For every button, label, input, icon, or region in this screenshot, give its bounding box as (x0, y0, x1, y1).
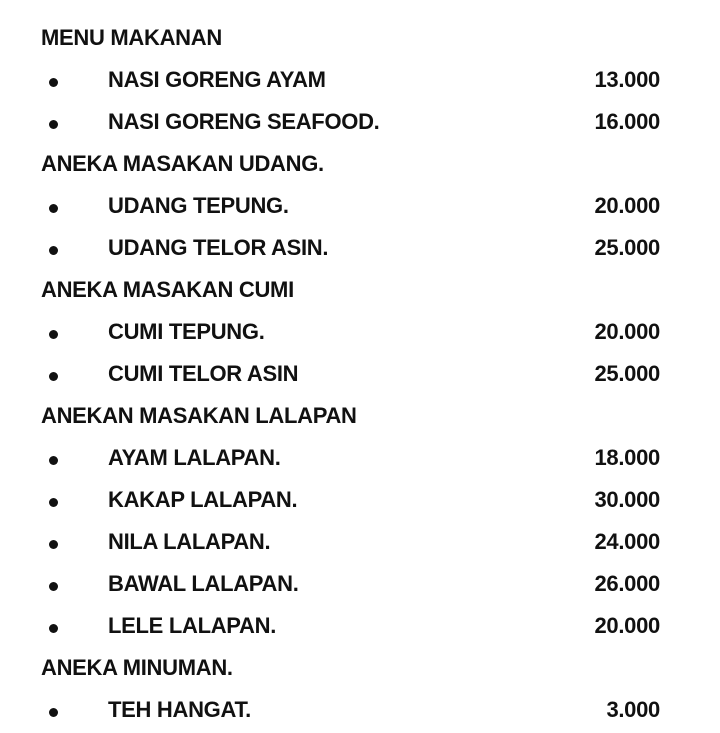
section-heading (0, 397, 720, 439)
menu-document (0, 19, 720, 733)
bullet-icon (49, 246, 58, 255)
bullet-icon (49, 708, 58, 717)
menu-item (0, 439, 720, 481)
item-price: 26.000 (594, 571, 660, 596)
menu-item (0, 565, 720, 607)
bullet-icon (49, 204, 58, 213)
item-price: 25.000 (594, 235, 660, 260)
bullet-icon (49, 456, 58, 465)
item-name: CUMI TELOR ASIN (108, 361, 299, 386)
section-title: ANEKAN MASAKAN LALAPAN (41, 403, 357, 428)
menu-item (0, 691, 720, 733)
menu-item (0, 523, 720, 565)
menu-item (0, 355, 720, 397)
item-name: LELE LALAPAN. (108, 613, 277, 638)
bullet-icon (49, 120, 58, 129)
menu-item (0, 481, 720, 523)
item-price: 20.000 (594, 613, 660, 638)
section-heading (0, 19, 720, 61)
section-title: ANEKA MINUMAN. (41, 655, 233, 680)
item-price: 3.000 (606, 697, 660, 722)
item-price: 30.000 (594, 487, 660, 512)
section-title: ANEKA MASAKAN CUMI (41, 277, 294, 302)
bullet-icon (49, 78, 58, 87)
menu-item (0, 61, 720, 103)
item-name: AYAM LALAPAN. (108, 445, 281, 470)
bullet-icon (49, 624, 58, 633)
bullet-icon (49, 372, 58, 381)
menu-item (0, 187, 720, 229)
item-name: CUMI TEPUNG. (108, 319, 265, 344)
menu-item (0, 229, 720, 271)
item-name: UDANG TELOR ASIN. (108, 235, 329, 260)
item-name: KAKAP LALAPAN. (108, 487, 298, 512)
item-price: 25.000 (594, 361, 660, 386)
item-name: BAWAL LALAPAN. (108, 571, 299, 596)
bullet-icon (49, 498, 58, 507)
item-price: 24.000 (594, 529, 660, 554)
item-price: 20.000 (594, 319, 660, 344)
bullet-icon (49, 582, 58, 591)
section-heading (0, 271, 720, 313)
item-name: NASI GORENG SEAFOOD. (108, 109, 380, 134)
item-price: 13.000 (594, 67, 660, 92)
menu-item (0, 313, 720, 355)
section-title: MENU MAKANAN (41, 25, 222, 50)
item-price: 18.000 (594, 445, 660, 470)
section-title: ANEKA MASAKAN UDANG. (41, 151, 324, 176)
section-heading (0, 145, 720, 187)
menu-item (0, 607, 720, 649)
item-name: NILA LALAPAN. (108, 529, 271, 554)
item-name: TEH HANGAT. (108, 697, 251, 722)
menu-item (0, 103, 720, 145)
item-price: 20.000 (594, 193, 660, 218)
section-heading (0, 649, 720, 691)
item-name: UDANG TEPUNG. (108, 193, 289, 218)
bullet-icon (49, 330, 58, 339)
bullet-icon (49, 540, 58, 549)
item-name: NASI GORENG AYAM (108, 67, 326, 92)
item-price: 16.000 (594, 109, 660, 134)
